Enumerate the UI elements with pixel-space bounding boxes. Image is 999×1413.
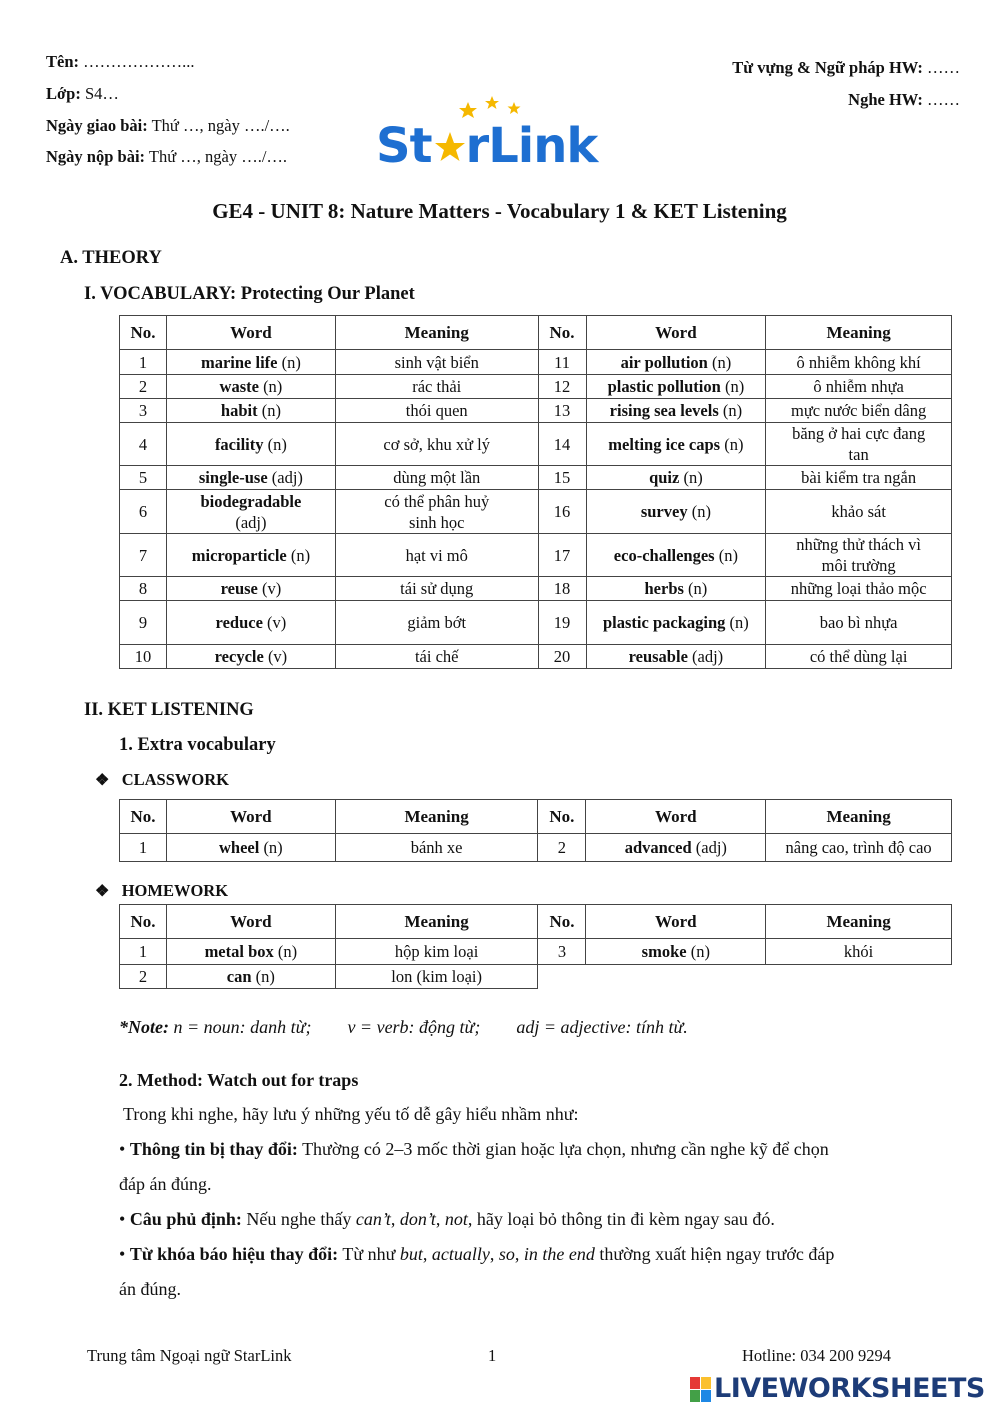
footer-hotline: Hotline: 034 200 9294	[742, 1346, 891, 1365]
homework-heading: ❖ HOMEWORK	[95, 881, 229, 900]
table-row: 1 marine life (n) sinh vật biển 11 air pollution (n) ô nhiễm không khí	[120, 350, 952, 375]
col-meaning: Meaning	[766, 316, 952, 350]
col-word: Word	[586, 316, 766, 350]
table-row: 2 waste (n) rác thải 12 plastic pollution (n) ô nhiễm nhựa	[120, 375, 952, 399]
diamond-bullet-icon: ❖	[95, 772, 110, 789]
liveworksheets-logo-icon	[690, 1377, 712, 1403]
classwork-heading: ❖ CLASSWORK	[95, 770, 229, 789]
vocabulary-table-header	[120, 316, 952, 350]
method-heading: 2. Method: Watch out for traps	[119, 1070, 359, 1090]
class-line: Lớp: S4…	[46, 84, 119, 103]
section-theory-heading: A. THEORY	[60, 248, 162, 268]
table-row: 2 can (n) lon (kim loại)	[120, 965, 952, 989]
table-row: 10 recycle (v) tái chế 20 reusable (adj) có thể dùng lại	[120, 645, 952, 669]
col-word: Word	[166, 316, 335, 350]
table-row: 5 single-use (adj) dùng một lần 15 quiz (n) bài kiểm tra ngắn	[120, 466, 952, 490]
table-row: 1 wheel (n) bánh xe 2 advanced (adj) nâng cao, trình độ cao	[120, 834, 952, 862]
page-number: 1	[488, 1346, 497, 1365]
diamond-bullet-icon: ❖	[95, 883, 110, 900]
footer-center-name: Trung tâm Ngoại ngữ StarLink	[87, 1346, 292, 1365]
table-row: 3 habit (n) thói quen 13 rising sea levels (n) mực nước biển dâng	[120, 399, 952, 423]
table-row: 9 reduce (v) giảm bớt 19 plastic packaging (n) bao bì nhựa	[120, 601, 952, 645]
vocabulary-table	[119, 315, 952, 669]
section-vocabulary-heading: I. VOCABULARY: Protecting Our Planet	[84, 284, 415, 304]
name-line: Tên: ………………...	[46, 52, 195, 71]
extra-vocabulary-heading: 1. Extra vocabulary	[119, 735, 276, 755]
logo-wordmark: St rLink	[376, 118, 598, 174]
table-row: 4 facility (n) cơ sở, khu xử lý 14 melting ice caps (n) băng ở hai cực đang tan	[120, 423, 952, 466]
method-body: Trong khi nghe, hãy lưu ý những yếu tố dễ gây hiểu nhầm như: • Thông tin bị thay đổi: Thường có 2–3 mốc thời gian hoặc lựa chọn, nhưng cần nghe kỹ để chọn đáp án đúng. • Câu phủ định: Nếu nghe thấy can’t, don’t, not, hãy loại bỏ thông tin đi kèm ngay sau đó. • Từ khóa báo hiệu thay đổi: Từ như but, actually, so, in the end thường xuất hiện ngay trước đáp án đúng.	[119, 1097, 939, 1307]
method-intro: Trong khi nghe, hãy lưu ý những yếu tố dễ gây hiểu nhầm như:	[123, 1104, 579, 1124]
starlink-logo	[376, 96, 626, 176]
section-ket-listening-heading: II. KET LISTENING	[84, 700, 254, 720]
table-row: 1 metal box (n) hộp kim loại 3 smoke (n) khói	[120, 939, 952, 965]
classwork-table	[119, 799, 952, 862]
col-no: No.	[120, 316, 167, 350]
bullet-changed-info: • Thông tin bị thay đổi: Thường có 2–3 mốc thời gian hoặc lựa chọn, nhưng cần nghe kỹ để chọn	[119, 1139, 829, 1159]
bullet-negatives: • Câu phủ định: Nếu nghe thấy can’t, don’t, not, hãy loại bỏ thông tin đi kèm ngay sau đó.	[119, 1209, 775, 1229]
col-no: No.	[538, 316, 586, 350]
submit-date-line: Ngày nộp bài: Thứ …, ngày …./….	[46, 147, 288, 166]
listening-hw-line: Nghe HW: ……	[848, 90, 960, 109]
homework-table-header: No. Word Meaning No. Word Meaning	[120, 905, 952, 939]
assign-date-line: Ngày giao bài: Thứ …, ngày …./….	[46, 116, 290, 135]
table-row: 8 reuse (v) tái sử dụng 18 herbs (n) những loại thảo mộc	[120, 577, 952, 601]
bullet-signal-words: • Từ khóa báo hiệu thay đổi: Từ như but, actually, so, in the end thường xuất hiện ngay trước đáp	[119, 1244, 835, 1264]
table-row: 6 biodegradable (adj) có thể phân huỷ sinh học 16 survey (n) khảo sát	[120, 490, 952, 534]
vocab-hw-line: Từ vựng & Ngữ pháp HW: ……	[732, 58, 960, 77]
page-title: GE4 - UNIT 8: Nature Matters - Vocabulary 1 & KET Listening	[212, 199, 787, 223]
abbreviation-note: *Note: n = noun: danh từ; v = verb: động từ; adj = adjective: tính từ.	[119, 1017, 688, 1037]
classwork-table-header: No. Word Meaning No. Word Meaning	[120, 800, 952, 834]
col-meaning: Meaning	[335, 316, 538, 350]
table-row: 7 microparticle (n) hạt vi mô 17 eco-challenges (n) những thử thách vì môi trường	[120, 534, 952, 577]
homework-table	[119, 904, 952, 989]
